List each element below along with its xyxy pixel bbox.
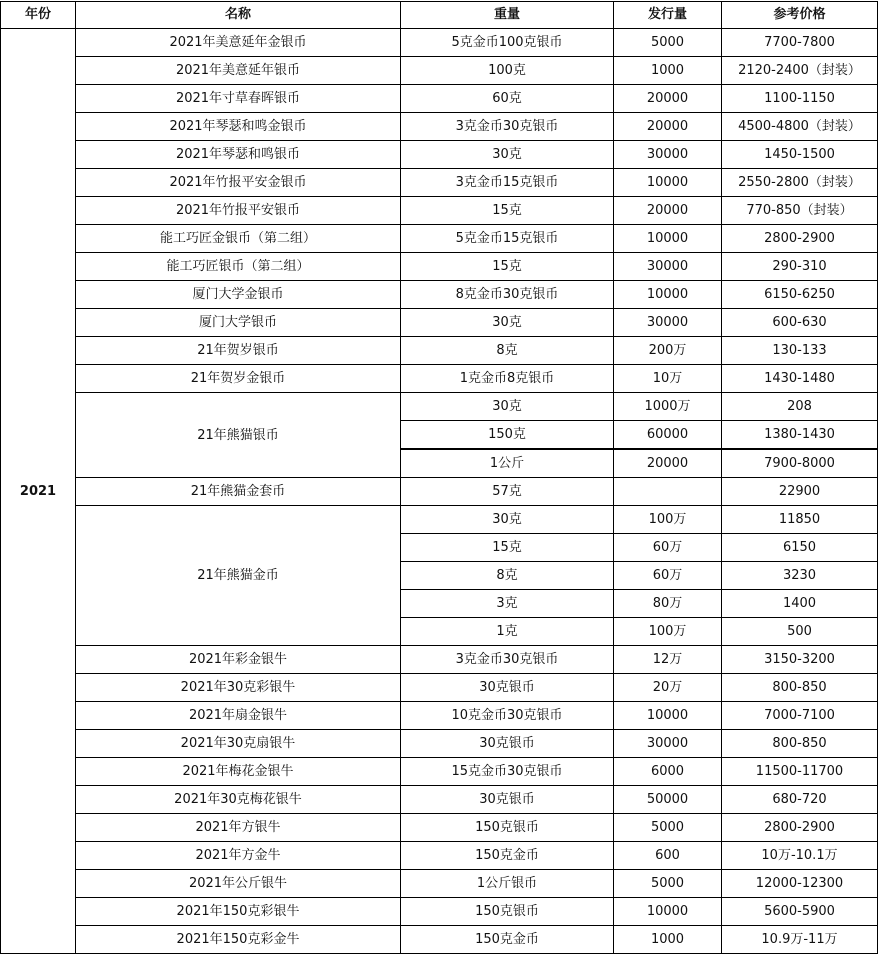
coin-price: 6150-6250 bbox=[722, 281, 878, 309]
table-row bbox=[1, 29, 878, 57]
coin-weight: 1克金币8克银币 bbox=[401, 365, 614, 393]
coin-price: 10.9万-11万 bbox=[722, 926, 878, 954]
coin-price: 1450-1500 bbox=[722, 141, 878, 169]
coin-price: 130-133 bbox=[722, 337, 878, 365]
table-row bbox=[1, 113, 878, 141]
coin-name: 21年熊猫金套币 bbox=[76, 478, 401, 506]
coin-weight: 150克金币 bbox=[401, 926, 614, 954]
coin-price: 1430-1480 bbox=[722, 365, 878, 393]
coin-mintage: 20000 bbox=[614, 197, 722, 225]
header-weight: 重量 bbox=[401, 2, 614, 29]
coin-mintage: 100万 bbox=[614, 506, 722, 534]
coin-mintage: 30000 bbox=[614, 253, 722, 281]
coin-name: 2021年美意延年金银币 bbox=[76, 29, 401, 57]
coin-name: 2021年竹报平安银币 bbox=[76, 197, 401, 225]
coin-mintage: 10000 bbox=[614, 225, 722, 253]
coin-weight: 30克银币 bbox=[401, 786, 614, 814]
coin-weight: 60克 bbox=[401, 85, 614, 113]
coin-name: 2021年150克彩金牛 bbox=[76, 926, 401, 954]
table-row bbox=[1, 814, 878, 842]
coin-name: 21年熊猫金币 bbox=[76, 506, 401, 646]
table-row bbox=[1, 478, 878, 506]
coin-name: 2021年扇金银牛 bbox=[76, 702, 401, 730]
coin-name: 2021年琴瑟和鸣金银币 bbox=[76, 113, 401, 141]
coin-weight: 8克 bbox=[401, 337, 614, 365]
coin-mintage: 20000 bbox=[614, 113, 722, 141]
coin-weight: 30克银币 bbox=[401, 674, 614, 702]
coin-name: 2021年30克扇银牛 bbox=[76, 730, 401, 758]
coin-mintage: 10000 bbox=[614, 898, 722, 926]
table-row bbox=[1, 674, 878, 702]
table-row bbox=[1, 141, 878, 169]
coin-price: 11500-11700 bbox=[722, 758, 878, 786]
coin-price-table bbox=[0, 1, 878, 954]
coin-mintage: 30000 bbox=[614, 141, 722, 169]
coin-mintage: 10000 bbox=[614, 169, 722, 197]
coin-mintage: 80万 bbox=[614, 590, 722, 618]
coin-price: 500 bbox=[722, 618, 878, 646]
coin-name: 21年贺岁银币 bbox=[76, 337, 401, 365]
coin-price: 3150-3200 bbox=[722, 646, 878, 674]
coin-price: 770-850（封装） bbox=[722, 197, 878, 225]
coin-weight: 15克金币30克银币 bbox=[401, 758, 614, 786]
coin-weight: 3克金币30克银币 bbox=[401, 646, 614, 674]
table-row bbox=[1, 281, 878, 309]
table-row bbox=[1, 309, 878, 337]
coin-mintage: 60000 bbox=[614, 421, 722, 450]
coin-price: 22900 bbox=[722, 478, 878, 506]
coin-name: 2021年竹报平安金银币 bbox=[76, 169, 401, 197]
coin-price: 1100-1150 bbox=[722, 85, 878, 113]
coin-name: 2021年寸草春晖银币 bbox=[76, 85, 401, 113]
coin-weight: 3克金币15克银币 bbox=[401, 169, 614, 197]
coin-name: 厦门大学金银币 bbox=[76, 281, 401, 309]
coin-mintage: 200万 bbox=[614, 337, 722, 365]
coin-price: 12000-12300 bbox=[722, 870, 878, 898]
coin-name: 能工巧匠金银币（第二组） bbox=[76, 225, 401, 253]
coin-mintage: 1000 bbox=[614, 57, 722, 85]
coin-weight: 150克银币 bbox=[401, 814, 614, 842]
coin-mintage: 30000 bbox=[614, 730, 722, 758]
coin-mintage: 6000 bbox=[614, 758, 722, 786]
table-row bbox=[1, 842, 878, 870]
coin-price: 2120-2400（封装） bbox=[722, 57, 878, 85]
coin-weight: 150克金币 bbox=[401, 842, 614, 870]
coin-mintage: 600 bbox=[614, 842, 722, 870]
coin-name: 2021年梅花金银牛 bbox=[76, 758, 401, 786]
table-row bbox=[1, 169, 878, 197]
coin-weight: 30克 bbox=[401, 141, 614, 169]
coin-name: 2021年方银牛 bbox=[76, 814, 401, 842]
coin-name: 2021年30克彩银牛 bbox=[76, 674, 401, 702]
coin-mintage: 50000 bbox=[614, 786, 722, 814]
coin-price: 800-850 bbox=[722, 730, 878, 758]
coin-mintage: 100万 bbox=[614, 618, 722, 646]
table-row bbox=[1, 870, 878, 898]
table-row bbox=[1, 926, 878, 954]
table-row bbox=[1, 506, 878, 534]
coin-price: 2550-2800（封装） bbox=[722, 169, 878, 197]
table-row bbox=[1, 393, 878, 421]
coin-weight: 150克银币 bbox=[401, 898, 614, 926]
table-row bbox=[1, 786, 878, 814]
coin-price: 7900-8000 bbox=[722, 449, 878, 478]
coin-mintage: 20000 bbox=[614, 449, 722, 478]
coin-name: 2021年方金牛 bbox=[76, 842, 401, 870]
coin-mintage: 20万 bbox=[614, 674, 722, 702]
coin-price: 10万-10.1万 bbox=[722, 842, 878, 870]
coin-name: 21年熊猫银币 bbox=[76, 393, 401, 478]
header-mintage: 发行量 bbox=[614, 2, 722, 29]
coin-price: 6150 bbox=[722, 534, 878, 562]
coin-weight: 1公斤银币 bbox=[401, 870, 614, 898]
coin-weight: 30克 bbox=[401, 506, 614, 534]
coin-name: 2021年彩金银牛 bbox=[76, 646, 401, 674]
coin-weight: 57克 bbox=[401, 478, 614, 506]
coin-name: 2021年公斤银牛 bbox=[76, 870, 401, 898]
coin-price: 5600-5900 bbox=[722, 898, 878, 926]
coin-weight: 1公斤 bbox=[401, 449, 614, 478]
table-row bbox=[1, 253, 878, 281]
coin-mintage: 5000 bbox=[614, 870, 722, 898]
coin-mintage: 5000 bbox=[614, 29, 722, 57]
coin-price: 800-850 bbox=[722, 674, 878, 702]
coin-mintage: 10万 bbox=[614, 365, 722, 393]
coin-weight: 5克金币100克银币 bbox=[401, 29, 614, 57]
header-price: 参考价格 bbox=[722, 2, 878, 29]
table-row bbox=[1, 702, 878, 730]
table-row bbox=[1, 365, 878, 393]
coin-weight: 30克 bbox=[401, 393, 614, 421]
table-row bbox=[1, 85, 878, 113]
header-row bbox=[1, 2, 878, 29]
table-row bbox=[1, 646, 878, 674]
table-row bbox=[1, 337, 878, 365]
table-row bbox=[1, 197, 878, 225]
table-row bbox=[1, 57, 878, 85]
coin-weight: 15克 bbox=[401, 253, 614, 281]
coin-mintage: 20000 bbox=[614, 85, 722, 113]
coin-weight: 10克金币30克银币 bbox=[401, 702, 614, 730]
coin-price: 11850 bbox=[722, 506, 878, 534]
coin-weight: 100克 bbox=[401, 57, 614, 85]
table-row bbox=[1, 758, 878, 786]
year-cell: 2021 bbox=[1, 29, 76, 954]
table-row bbox=[1, 730, 878, 758]
coin-price: 600-630 bbox=[722, 309, 878, 337]
coin-weight: 150克 bbox=[401, 421, 614, 450]
coin-weight: 8克 bbox=[401, 562, 614, 590]
coin-name: 2021年30克梅花银牛 bbox=[76, 786, 401, 814]
coin-name: 2021年美意延年银币 bbox=[76, 57, 401, 85]
coin-name: 2021年150克彩银牛 bbox=[76, 898, 401, 926]
coin-name: 2021年琴瑟和鸣银币 bbox=[76, 141, 401, 169]
coin-price: 680-720 bbox=[722, 786, 878, 814]
coin-mintage: 10000 bbox=[614, 702, 722, 730]
header-name: 名称 bbox=[76, 2, 401, 29]
coin-price: 3230 bbox=[722, 562, 878, 590]
coin-weight: 8克金币30克银币 bbox=[401, 281, 614, 309]
coin-weight: 15克 bbox=[401, 534, 614, 562]
coin-weight: 15克 bbox=[401, 197, 614, 225]
coin-price: 1380-1430 bbox=[722, 421, 878, 450]
coin-mintage: 30000 bbox=[614, 309, 722, 337]
table-row bbox=[1, 225, 878, 253]
coin-mintage: 1000万 bbox=[614, 393, 722, 421]
coin-weight: 5克金币15克银币 bbox=[401, 225, 614, 253]
coin-mintage: 5000 bbox=[614, 814, 722, 842]
coin-name: 厦门大学银币 bbox=[76, 309, 401, 337]
coin-weight: 3克 bbox=[401, 590, 614, 618]
coin-name: 21年贺岁金银币 bbox=[76, 365, 401, 393]
coin-price: 7000-7100 bbox=[722, 702, 878, 730]
coin-price: 7700-7800 bbox=[722, 29, 878, 57]
coin-weight: 1克 bbox=[401, 618, 614, 646]
coin-mintage bbox=[614, 478, 722, 506]
coin-mintage: 1000 bbox=[614, 926, 722, 954]
coin-price: 1400 bbox=[722, 590, 878, 618]
coin-weight: 3克金币30克银币 bbox=[401, 113, 614, 141]
coin-price: 4500-4800（封装） bbox=[722, 113, 878, 141]
coin-mintage: 60万 bbox=[614, 562, 722, 590]
coin-name: 能工巧匠银币（第二组） bbox=[76, 253, 401, 281]
table-row bbox=[1, 898, 878, 926]
coin-weight: 30克银币 bbox=[401, 730, 614, 758]
coin-mintage: 60万 bbox=[614, 534, 722, 562]
coin-price: 208 bbox=[722, 393, 878, 421]
coin-price: 2800-2900 bbox=[722, 814, 878, 842]
coin-mintage: 10000 bbox=[614, 281, 722, 309]
coin-price: 2800-2900 bbox=[722, 225, 878, 253]
header-year: 年份 bbox=[1, 2, 76, 29]
coin-mintage: 12万 bbox=[614, 646, 722, 674]
coin-weight: 30克 bbox=[401, 309, 614, 337]
coin-price: 290-310 bbox=[722, 253, 878, 281]
